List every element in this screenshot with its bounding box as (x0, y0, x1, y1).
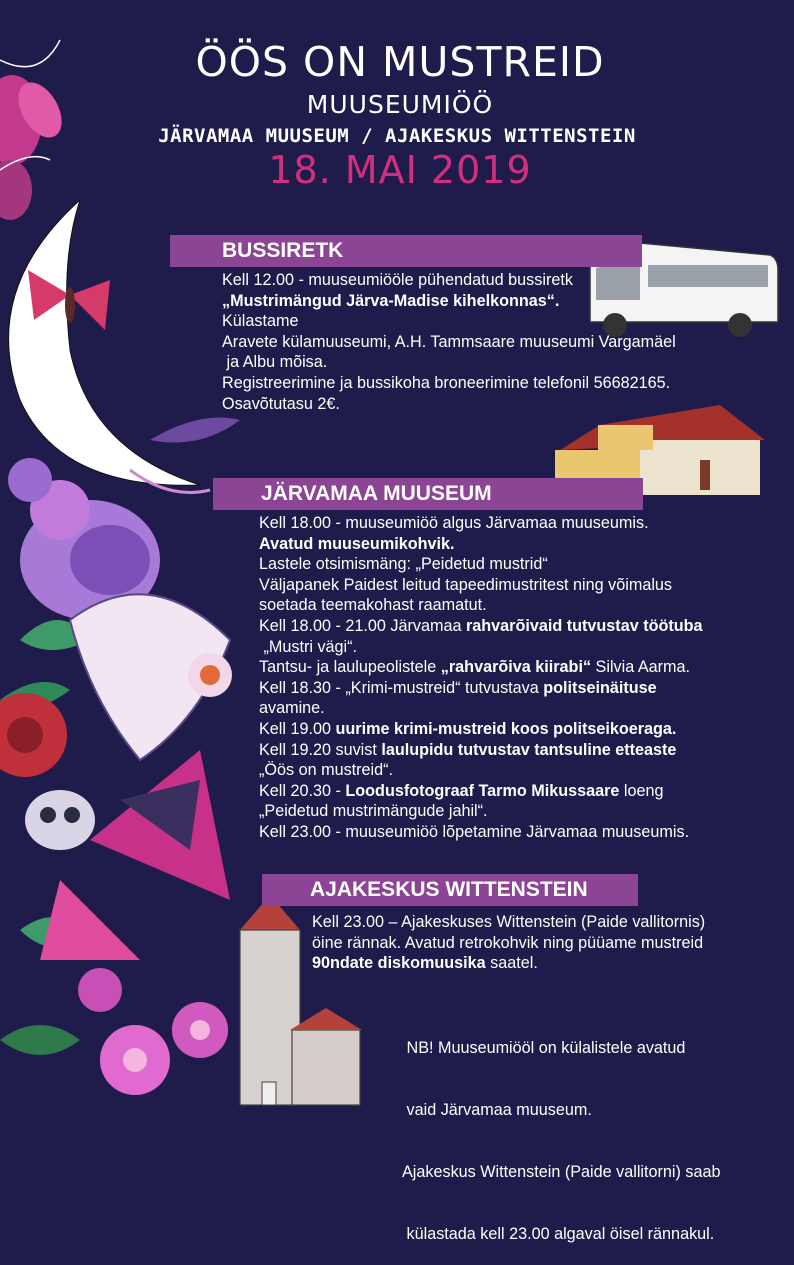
museum-section-text (259, 513, 703, 843)
bus-section-text (222, 270, 676, 414)
text-line: Kell 18.00 - 21.00 Järvamaa rahvarõivaid tutvustav töötuba (259, 616, 703, 635)
wittenstein-section-heading (262, 874, 638, 906)
poster-subtitle: MUUSEUMIÖÖ (306, 90, 494, 119)
text-line: Kell 12.00 - muuseumiööle pühendatud bussiretk (222, 271, 573, 289)
note-line: vaid Järvamaa muuseum. (402, 1100, 592, 1119)
poster-title: ÖÖS ON MUSTREID (195, 38, 605, 86)
text-line: Kell 18.00 - muuseumiöö algus Järvamaa muuseumis. (259, 514, 649, 532)
text-line: „Peidetud mustrimängude jahil“. (259, 802, 488, 821)
text-line: „Öös on mustreid“. (259, 761, 394, 780)
text-line: Kell 19.00 uurime krimi-mustreid koos politseikoeraga. (259, 719, 677, 738)
text-line: Kell 23.00 - muuseumiöö lõpetamine Järvamaa muuseumis. (259, 822, 690, 841)
note-line: külastada kell 23.00 algaval öisel rännakul. (402, 1224, 715, 1243)
wittenstein-section-text (312, 912, 705, 974)
pink-moth-illustration (40, 750, 230, 960)
note-line: Ajakeskus Wittenstein (Paide vallitorni) saab (402, 1162, 721, 1181)
note-line: NB! Muuseumiööl on külalistele avatud (402, 1039, 686, 1058)
poster-date: 18. MAI 2019 (268, 148, 532, 192)
museum-section-heading (213, 478, 643, 510)
text-line: Külastame (222, 312, 299, 331)
wittenstein-heading-text: AJAKESKUS WITTENSTEIN (310, 878, 588, 901)
text-line: Kell 23.00 – Ajakeskuses Wittenstein (Paide vallitornis) (312, 913, 706, 931)
note-text (402, 997, 721, 1265)
red-flower-illustration (0, 693, 67, 777)
text-line: öine rännak. Avatud retrokohvik ning püüame mustreid (312, 933, 704, 952)
text-line: Kell 20.30 - Loodusfotograaf Tarmo Mikussaare loeng (259, 781, 664, 800)
text-line: soetada teemakohast raamatut. (259, 596, 487, 615)
text-line: Kell 18.30 - „Krimi-mustreid“ tutvustava politseinäituse (259, 678, 657, 697)
text-line: Aravete külamuuseumi, A.H. Tammsaare muuseumi Vargamäel (222, 332, 676, 351)
text-line: Tantsu- ja laulupeolistele „rahvarõiva kiirabi“ Silvia Aarma. (259, 658, 691, 677)
text-line: Kell 19.20 suvist laulupidu tutvustav tantsuline etteaste (259, 740, 677, 759)
text-line: „Mustri vägi“. (259, 637, 358, 656)
bus-heading-text: BUSSIRETK (222, 239, 344, 262)
bus-section-heading (170, 235, 642, 267)
text-line: ja Albu mõisa. (222, 353, 328, 372)
text-line: Väljapanek Paidest leitud tapeedimustritest ning võimalus (259, 575, 673, 594)
text-line: Avatud muuseumikohvik. (259, 534, 455, 553)
text-line: Lastele otsimismäng: „Peidetud mustrid“ (259, 555, 548, 574)
daisy-illustration (188, 653, 232, 697)
text-line: Osavõtutasu 2€. (222, 394, 340, 413)
museum-heading-text: JÄRVAMAA MUUSEUM (261, 482, 492, 505)
text-line: Registreerimine ja bussikoha broneerimine telefonil 56682165. (222, 373, 671, 392)
text-line: 90ndate diskomuusika saatel. (312, 954, 538, 973)
pink-flowers-illustration (78, 968, 228, 1095)
text-line: „Mustrimängud Järva-Madise kihelkonnas“. (222, 291, 560, 310)
poster-venues: JÄRVAMAA MUUSEUM / AJAKESKUS WITTENSTEIN (158, 125, 636, 147)
text-line: avamine. (259, 699, 325, 718)
